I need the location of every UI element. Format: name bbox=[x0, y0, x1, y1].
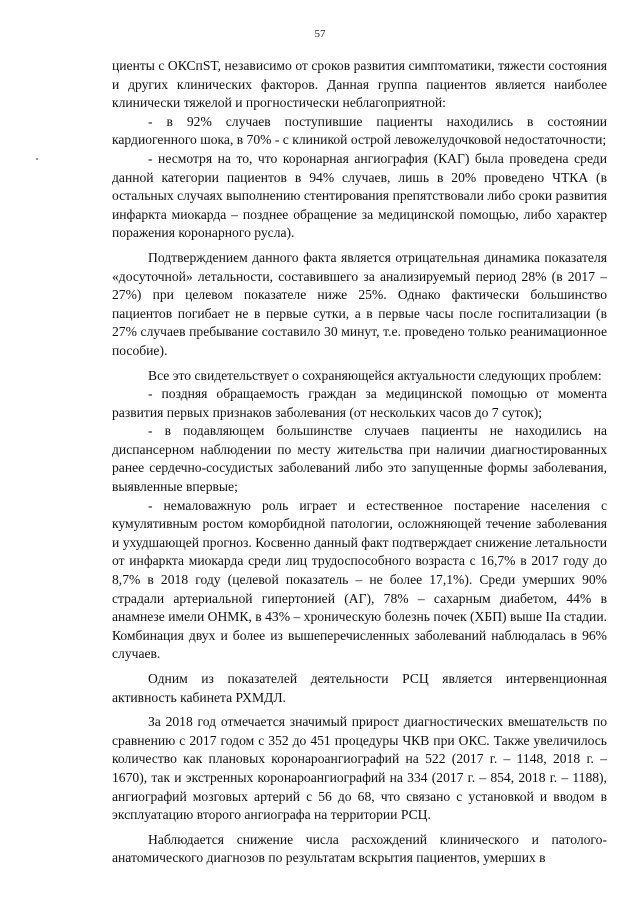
paragraph-interventional-activity: Одним из показателей деятельности РСЦ является интервенционная активность кабинета РХМДЛ. bbox=[112, 671, 607, 705]
page-number: 57 bbox=[314, 28, 326, 40]
list-item-late-referral: - поздняя обращаемость граждан за медицинской помощью от момента развития первых признаков заболевания (от нескольких часов до 7 суток); bbox=[112, 386, 607, 420]
paragraph-problems-intro: Все это свидетельствует о сохраняющейся актуальности следующих проблем: bbox=[148, 367, 602, 383]
list-item-shock: - в 92% случаев поступившие пациенты находились в состоянии кардиогенного шока, в 70% - с клиникой острой левожелудочковой недостаточности; bbox=[112, 113, 607, 148]
list-item-angiography: - несмотря на то, что коронарная ангиография (КАГ) была проведена среди данной категории пациентов в 94% случаев, лишь в 20% проведено ЧТКА (в остальных случаях выполнению стентирования препятствовали либо сроки развития инфаркта миокарда – позднее обращение за медицинской помощью, либо характер поражения коронарного русла). bbox=[112, 150, 607, 241]
paragraph-diagnosis-discrepancy: Наблюдается снижение числа расхождений клинического и патолого-анатомического диагнозов по результатам вскрытия пациентов, умерших в bbox=[112, 831, 607, 866]
list-item-dispensary: - в подавляющем большинстве случаев пациенты не находились на диспансерном наблюдении по месту жительства при наличии диагностированных ранее сердечно-сосудистых заболеваний либо это запущенные формы заболевания, выявленные впервые; bbox=[112, 423, 607, 495]
paragraph-continuation: циенты с ОКСпST, независимо от сроков развития симптоматики, тяжести состояния и других клинических факторов. Данная группа пациентов является наиболее клинически тяжелой и прогностически неблагоприятной: bbox=[112, 58, 607, 111]
margin-mark bbox=[36, 158, 38, 160]
paragraph-mortality: Подтверждением данного факта является отрицательная динамика показателя «досуточной» летальности, составившего за анализируемый период 28% (в 2017 – 27%) при целевом показателе ниже 25%. Однако фактически большинство пациентов погибает не в первые сутки, а в первые часы после госпитализации (в 27% случаев пребывание составило 30 минут, т.е. проведено только реанимационное пособие). bbox=[112, 249, 607, 358]
list-item-aging: - немаловажную роль играет и естественное постарение населения с кумулятивным ростом коморбидной патологии, осложняющей течение заболевания и ухудшающей прогноз. Косвенно данный факт подтверждает снижение летальности от инфаркта миокарда среди лиц трудоспособного возраста с 16,7% в 2017 году до 8,7% в 2018 году (целевой показатель – не более 17,1%). Среди умерших 90% страдали артериальной гипертонией (АГ), 78% – сахарным диабетом, 44% в анамнезе имели ОНМК, в 43% – хроническую болезнь почек (ХБП) выше IIа стадии. Комбинация двух и более из вышеперечисленных заболеваний наблюдалась в 96% случаев. bbox=[112, 497, 607, 662]
paragraph-2018-growth: За 2018 год отмечается значимый прирост диагностических вмешательств по сравнению с 2017 годом с 352 до 451 процедуры ЧКВ при ОКС. Также увеличилось количество как плановых коронароангиографий на 522 (2017 г. – 1148, 2018 г. – 1670), так и экстренных коронароангиографий на 334 (2017 г. – 854, 2018 г. – 1188), ангиографий мозговых артерий с 56 до 68, что связано с установкой и вводом в эксплуатацию второго ангиографа на территории РСЦ. bbox=[112, 714, 607, 823]
body-text bbox=[112, 57, 607, 868]
